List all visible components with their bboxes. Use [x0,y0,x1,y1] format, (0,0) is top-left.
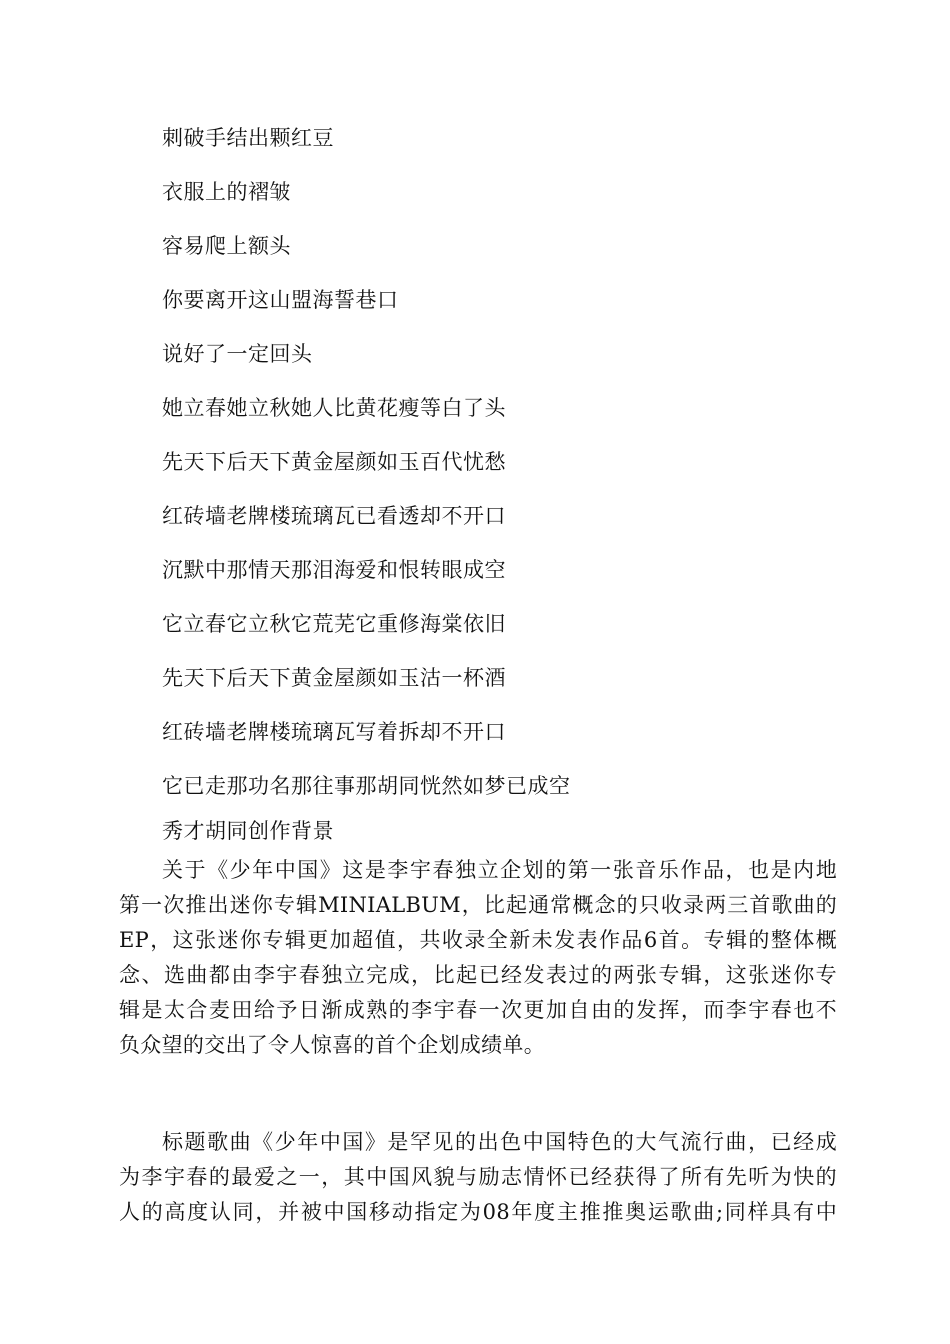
paragraph-line: EP，这张迷你专辑更加超值，共收录全新未发表作品6首。专辑的整体概 [119,928,837,952]
lyrics-list [162,111,842,813]
lyric-line: 说好了一定回头 [162,342,313,366]
lyric-line: 它已走那功名那往事那胡同恍然如梦已成空 [162,774,571,798]
lyric-line: 衣服上的褶皱 [162,180,291,204]
paragraph-line: 辑是太合麦田给予日渐成熟的李宇春一次更加自由的发挥，而李宇春也不 [119,998,837,1022]
paragraph-title-song [119,1125,837,1230]
lyric-line: 红砖墙老牌楼琉璃瓦写着拆却不开口 [162,720,506,744]
lyric-line: 先天下后天下黄金屋颜如玉百代忧愁 [162,450,506,474]
lyric-line: 红砖墙老牌楼琉璃瓦已看透却不开口 [162,504,506,528]
lyric-line: 它立春它立秋它荒芜它重修海棠依旧 [162,612,506,636]
paragraph-line: 标题歌曲《少年中国》是罕见的出色中国特色的大气流行曲，已经成 [162,1130,837,1154]
paragraph-line: 为李宇春的最爱之一，其中国风貌与励志情怀已经获得了所有先听为快的 [119,1165,837,1189]
paragraph-album-intro [119,853,837,1063]
paragraph-line: 人的高度认同，并被中国移动指定为08年度主推推奥运歌曲;同样具有中 [119,1200,837,1224]
lyric-line: 容易爬上额头 [162,234,291,258]
paragraph-line: 第一次推出迷你专辑MINIALBUM，比起通常概念的只收录两三首歌曲的 [119,893,837,917]
paragraph-line: 关于《少年中国》这是李宇春独立企划的第一张音乐作品，也是内地 [162,858,837,882]
lyric-line: 你要离开这山盟海誓巷口 [162,288,399,312]
lyric-line: 她立春她立秋她人比黄花瘦等白了头 [162,396,506,420]
lyric-line: 沉默中那情天那泪海爱和恨转眼成空 [162,558,506,582]
section-title: 秀才胡同创作背景 [162,819,334,843]
paragraph-line: 念、选曲都由李宇春独立完成，比起已经发表过的两张专辑，这张迷你专 [119,963,837,987]
lyric-line: 先天下后天下黄金屋颜如玉沽一杯酒 [162,666,506,690]
paragraph-line: 负众望的交出了令人惊喜的首个企划成绩单。 [119,1033,545,1057]
lyric-line: 刺破手结出颗红豆 [162,126,334,150]
